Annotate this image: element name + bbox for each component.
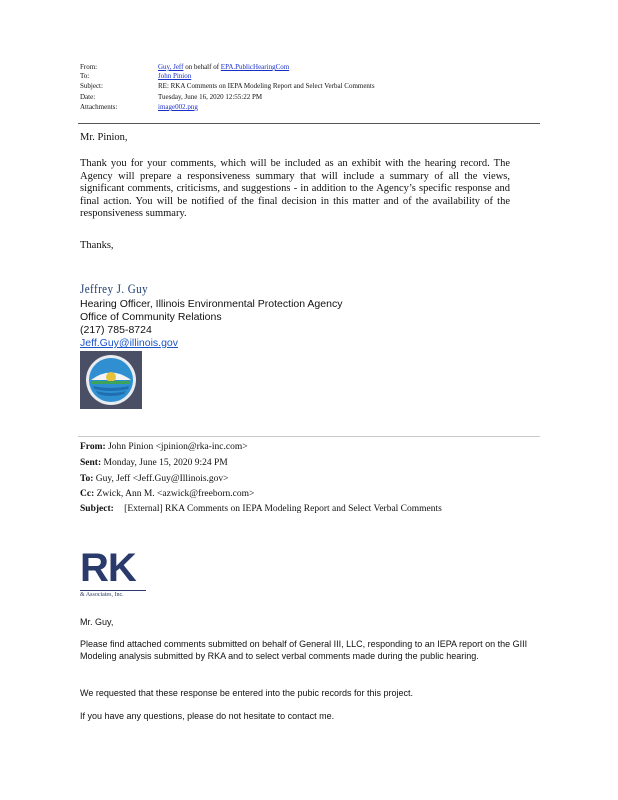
original-greeting: Mr. Guy, <box>80 617 114 627</box>
sender-link[interactable]: Guy, Jeff <box>158 63 184 71</box>
original-paragraph-3: If you have any questions, please do not hesitate to contact me. <box>80 711 335 721</box>
fwd-from-label: From: <box>80 442 106 452</box>
fwd-sent-row <box>80 456 228 470</box>
original-paragraph-2: We requested that these response be entered into the pubic records for this project. <box>80 688 414 698</box>
fwd-sent-value: Monday, June 15, 2020 9:24 PM <box>103 458 228 468</box>
fwd-subject-label: Subject: <box>80 504 114 514</box>
rk-logo-tagline: & Associates, Inc. <box>80 592 124 598</box>
fwd-cc-label: Cc: <box>80 489 95 499</box>
original-paragraph-1: Please find attached comments submitted on behalf of General III, LLC, responding to an IEPA report on the GIII Modeling analysis submitted by RKA and to select verbal comments made during the public hearing. <box>80 639 528 661</box>
header-from-row <box>80 63 289 72</box>
fwd-sent-label: Sent: <box>80 458 102 468</box>
signature-email-link[interactable]: Jeff.Guy@illinois.gov <box>80 337 179 349</box>
header-date-value: Tuesday, June 16, 2020 12:55:22 PM <box>158 93 263 101</box>
fwd-cc-value: Zwick, Ann M. <azwick@freeborn.com> <box>96 489 255 499</box>
header-subject-label: Subject: <box>80 82 103 90</box>
fwd-subject-row <box>80 502 442 516</box>
header-divider <box>78 123 540 124</box>
header-date-label: Date: <box>80 93 96 101</box>
reply-body <box>80 158 510 221</box>
header-subject-row <box>80 82 375 91</box>
recipient-link[interactable]: John Pinion <box>158 72 192 80</box>
reply-paragraph: Thank you for your comments, which will be included as an exhibit with the hearing record. The Agency will prepare a responsiveness summary that will include a summary of all the views, significant comments, criticisms, and suggestions - in addition to the Agency’s specific response and final action. You will be notified of the final decision in this matter and of the availability of the responsiveness summary. <box>80 158 510 219</box>
signature-title: Hearing Officer, Illinois Environmental Protection Agency <box>80 298 343 310</box>
signature-office: Office of Community Relations <box>80 311 222 323</box>
rk-logo-letters: RK <box>80 546 136 590</box>
header-attachments-label: Attachments: <box>80 103 118 111</box>
signature-name: Jeffrey J. Guy <box>80 281 149 296</box>
forward-separator <box>78 436 540 437</box>
header-from-mid: on behalf of <box>183 63 221 71</box>
header-to-row <box>80 72 191 81</box>
header-to-label: To: <box>80 72 90 80</box>
fwd-subject-value: [External] RKA Comments on IEPA Modeling Report and Select Verbal Comments <box>124 504 442 514</box>
fwd-cc-row <box>80 487 254 501</box>
header-subject-value: RE: RKA Comments on IEPA Modeling Report and Select Verbal Comments <box>158 82 375 90</box>
mailing-list-link[interactable]: EPA.PublicHearingCom <box>220 63 290 71</box>
fwd-to-row <box>80 472 229 486</box>
fwd-from-row <box>80 440 248 454</box>
header-date-row <box>80 93 262 102</box>
seal-icon <box>80 351 142 409</box>
signature-phone: (217) 785-8724 <box>80 324 152 336</box>
fwd-from-value: John Pinion <jpinion@rka-inc.com> <box>108 442 248 452</box>
reply-greeting: Mr. Pinion, <box>80 132 128 143</box>
header-attachments-row <box>80 103 198 112</box>
header-from-label: From: <box>80 63 98 71</box>
iepa-seal-logo <box>80 351 142 409</box>
fwd-to-label: To: <box>80 474 94 484</box>
rk-associates-logo <box>80 548 148 602</box>
attachment-link[interactable]: image002.png <box>158 103 198 111</box>
fwd-to-value: Guy, Jeff <Jeff.Guy@Illinois.gov> <box>95 474 229 484</box>
reply-closing: Thanks, <box>80 240 114 251</box>
